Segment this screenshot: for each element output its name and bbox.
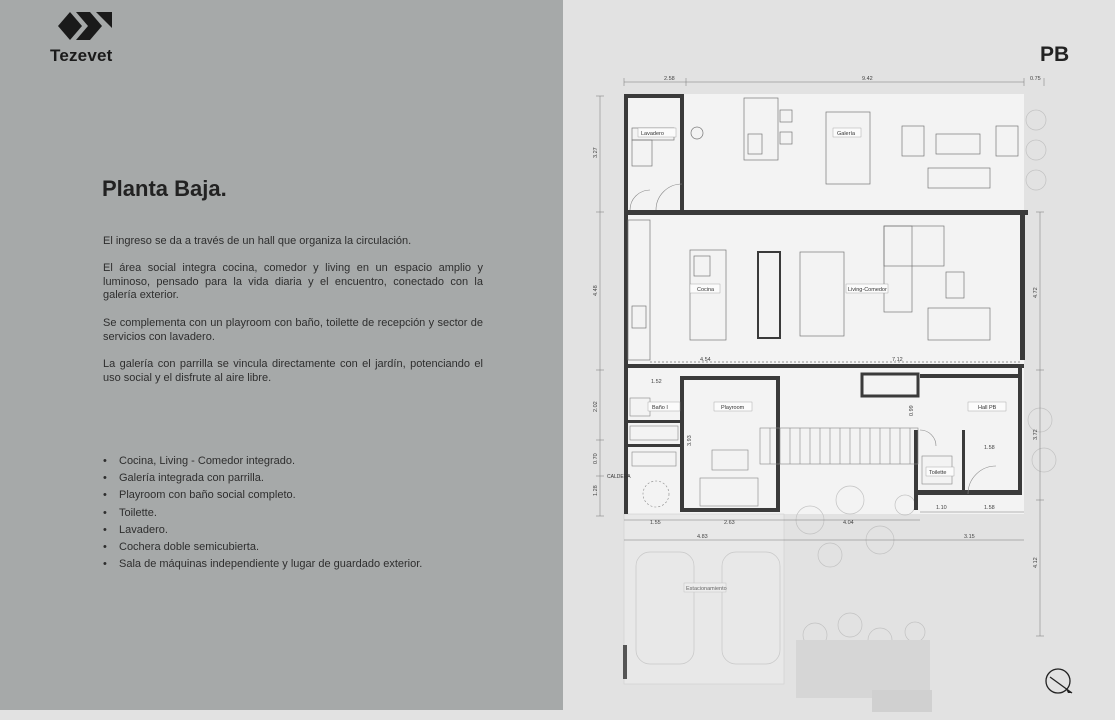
dim-label: 1.58	[984, 505, 995, 511]
dim-label: 1.28	[593, 485, 599, 496]
room-label-galeria: Galería	[837, 131, 856, 137]
wall-toilette-east	[962, 430, 965, 494]
dim-label: 4.04	[843, 520, 854, 526]
north-arrow-icon	[1044, 667, 1076, 697]
room-label-playroom: Playroom	[721, 405, 745, 411]
dim-label: 3.27	[593, 147, 599, 158]
room-label-estacionamiento: Estacionamiento	[686, 586, 727, 592]
brand-logo-icon	[56, 10, 116, 44]
page-title: Planta Baja.	[102, 176, 227, 201]
wall-bano-south	[624, 420, 680, 423]
dim-label: 0.99	[909, 405, 915, 416]
dim-label: 1.52	[651, 379, 662, 385]
wall-galeria-south	[624, 210, 1028, 215]
dim-label: 0.75	[1030, 76, 1041, 82]
left-panel	[0, 0, 563, 710]
dim-label: 2.02	[593, 401, 599, 412]
paragraph-galeria: La galería con parrilla se vincula directamente con el jardín, potenciando el uso social y el disfrute al aire libre.	[103, 358, 483, 384]
wall-hall-north	[920, 374, 1018, 378]
paragraph-playroom: Se complementa con un playroom con baño, toilette de recepción y sector de servicios con lavadero.	[103, 317, 483, 343]
wall-west	[624, 94, 628, 514]
room-label-living: Living-Comedor	[848, 287, 887, 293]
dim-label: 3.15	[964, 534, 975, 540]
feature-item: • Toilette.	[103, 507, 422, 524]
gate-post	[623, 645, 627, 679]
dim-label: 4.48	[593, 285, 599, 296]
dim-label: 7.12	[892, 357, 903, 363]
feature-item: • Galería integrada con parrilla.	[103, 472, 422, 489]
wall-playroom-north	[680, 376, 780, 380]
brand-name: Tezevet	[50, 46, 113, 65]
dim-label: 1.55	[650, 520, 661, 526]
room-label-lavadero: Lavadero	[641, 131, 664, 137]
dim-label: 4.83	[697, 534, 708, 540]
wall-toilette-west	[914, 430, 918, 510]
wall-east-social	[1020, 210, 1025, 360]
wall-playroom-south	[680, 508, 780, 512]
wall-playroom-west	[680, 376, 684, 512]
dim-label: 4.72	[1033, 287, 1039, 298]
paragraph-intro: El ingreso se da a través de un hall que organiza la circulación.	[103, 235, 412, 247]
room-label-cocina: Cocina	[697, 287, 715, 293]
dim-label: 1.58	[984, 445, 995, 451]
plan-level-label: PB	[1040, 43, 1070, 66]
room-label-toilette: Toilette	[929, 470, 947, 476]
dim-label: 0.70	[593, 453, 599, 464]
room-label-caldera: CALDERA	[607, 474, 631, 480]
feature-item: • Cochera doble semicubierta.	[103, 541, 422, 558]
wall-east-hall	[1018, 364, 1022, 494]
feature-item: • Cocina, Living - Comedor integrado.	[103, 455, 422, 472]
dim-label: 1.10	[936, 505, 947, 511]
paragraph-social: El área social integra cocina, comedor y living en un espacio amplio y luminoso, pensado para la vida diaria y el encuentro, conectado con la galería exterior.	[103, 262, 483, 301]
dim-label: 9.42	[862, 76, 873, 82]
dim-label: 2.63	[724, 520, 735, 526]
floor-plan	[563, 0, 1115, 720]
bottom-strip	[0, 710, 563, 720]
dim-label: 4.12	[1033, 557, 1039, 568]
dim-label: 3.93	[687, 435, 693, 446]
wall-north-lav	[624, 94, 684, 98]
dim-label: 3.72	[1033, 429, 1039, 440]
wall-lav-east	[680, 94, 684, 212]
wall-playroom-east	[776, 376, 780, 512]
feature-item: • Sala de máquinas independiente y lugar de guardado exterior.	[103, 558, 422, 575]
dim-label: 4.54	[700, 357, 711, 363]
wall-caldera-north	[624, 444, 680, 447]
exterior-slab	[796, 640, 930, 698]
wall-hall-south	[918, 490, 1022, 495]
wall-mid	[624, 364, 1024, 368]
feature-item: • Playroom con baño social completo.	[103, 489, 422, 506]
exterior-step	[872, 690, 932, 712]
dim-label: 2.58	[664, 76, 675, 82]
logo	[48, 10, 128, 66]
feature-item: • Lavadero.	[103, 524, 422, 541]
room-label-hall: Hall PB	[978, 405, 997, 411]
feature-list	[103, 455, 422, 575]
room-label-bano: Baño I	[652, 405, 668, 411]
